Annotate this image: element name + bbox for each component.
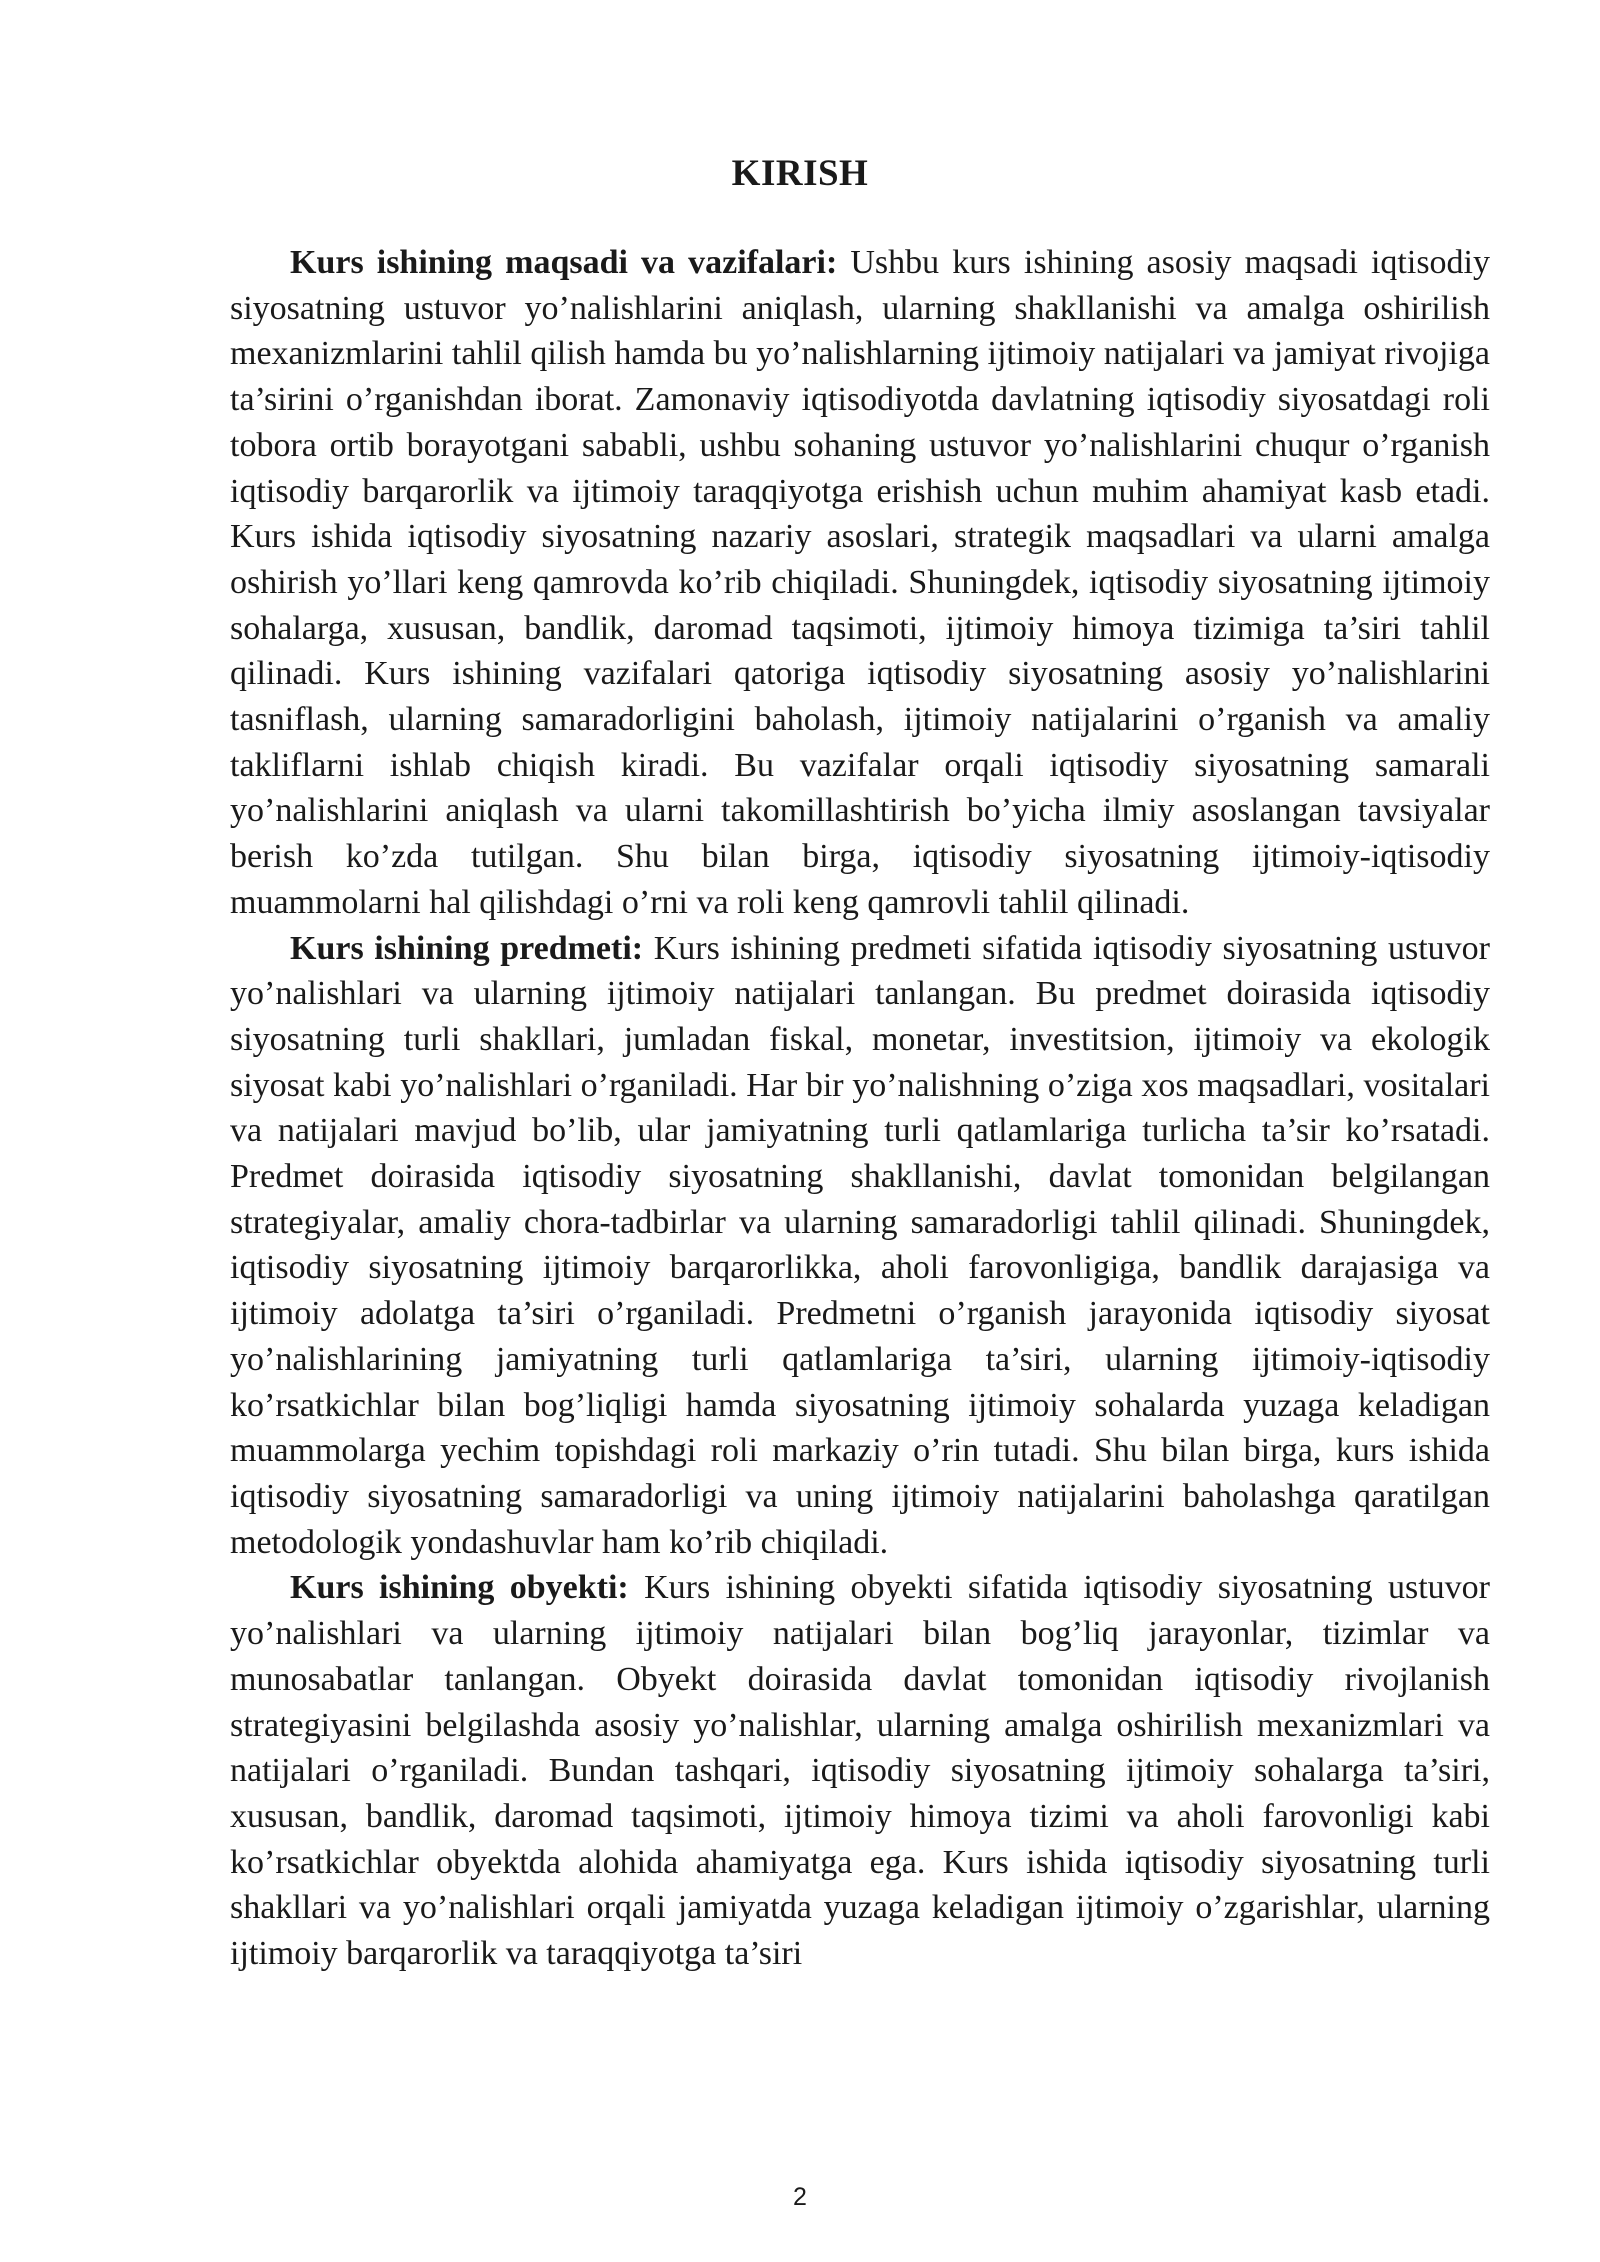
paragraph-text: Ushbu kurs ishining asosiy maqsadi iqtisodiy siyosatning ustuvor yo’nalishlarini aniqlash, ularning shakllanishi va amalga oshirilish mexanizmlarini tahlil qilish hamda bu yo’nalishlarning ijtimoiy natijalari va jamiyat rivojiga ta’sirini o’rganishdan iborat. Zamonaviy iqtisodiyotda davlatning iqtisodiy siyosatdagi roli tobora ortib borayotgani sababli, ushbu sohaning ustuvor yo’nalishlarini chuqur o’rganish iqtisodiy barqarorlik va ijtimoiy taraqqiyotga erishish uchun muhim ahamiyat kasb etadi. Kurs ishida iqtisodiy siyosatning nazariy asoslari, strategik maqsadlari va ularni amalga oshirish yo’llari keng qamrovda ko’rib chiqiladi. Shuningdek, iqtisodiy siyosatning ijtimoiy sohalarga, xususan, bandlik, daromad taqsimoti, ijtimoiy himoya tizimiga ta’siri tahlil qilinadi. Kurs ishining vazifalari qatoriga iqtisodiy siyosatning asosiy yo’nalishlarini tasniflash, ularning samaradorligini baholash, ijtimoiy natijalarini o’rganish va amaliy takliflarni ishlab chiqish kiradi. Bu vazifalar orqali iqtisodiy siyosatning samarali yo’nalishlarini aniqlash va ularni takomillashtirish bo’yicha ilmiy asoslangan tavsiyalar berish ko’zda tutilgan. Shu bilan birga, iqtisodiy siyosatning ijtimoiy-iqtisodiy muammolarni hal qilishdagi o’rni va roli keng qamrovli tahlil qilinadi. (230, 244, 1491, 921)
paragraph-text: Kurs ishining predmeti sifatida iqtisodiy siyosatning ustuvor yo’nalishlari va ularning ijtimoiy natijalari tanlangan. Bu predmet doirasida iqtisodiy siyosatning turli shakllari, jumladan fiskal, monetar, investitsion, ijtimoiy va ekologik siyosat kabi yo’nalishlari o’rganiladi. Har bir yo’nalishning o’ziga xos maqsadlari, vositalari va natijalari mavjud bo’lib, ular jamiyatning turli qatlamlariga turlicha ta’sir ko’rsatadi. Predmet doirasida iqtisodiy siyosatning shakllanishi, davlat tomonidan belgilangan strategiyalar, amaliy chora-tadbirlar va ularning samaradorligi tahlil qilinadi. Shuningdek, iqtisodiy siyosatning ijtimoiy barqarorlikka, aholi farovonligiga, bandlik darajasiga va ijtimoiy adolatga ta’siri o’rganiladi. Predmetni o’rganish jarayonida iqtisodiy siyosat yo’nalishlarining jamiyatning turli qatlamlariga ta’siri, ularning ijtimoiy-iqtisodiy ko’rsatkichlar bilan bog’liqligi hamda siyosatning ijtimoiy sohalarda yuzaga keladigan muammolarga yechim topishdagi roli markaziy o’rin tutadi. Shu bilan birga, kurs ishida iqtisodiy siyosatning samaradorligi va uning ijtimoiy natijalarini baholashga qaratilgan metodologik yondashuvlar ham ko’rib chiqiladi. (230, 929, 1490, 1561)
paragraph-subject (230, 926, 1490, 1566)
page-title: KIRISH (731, 153, 869, 194)
body-text (230, 240, 1490, 1977)
paragraph-text: Kurs ishining obyekti sifatida iqtisodiy siyosatning ustuvor yo’nalishlari va ularning ijtimoiy natijalari bilan bog’liq jarayonlar, tizimlar va munosabatlar tanlangan. Obyekt doirasida davlat tomonidan iqtisodiy rivojlanish strategiyasini belgilashda asosiy yo’nalishlar, ularning amalga oshirilish mexanizmlari va natijalari o’rganiladi. Bundan tashqari, iqtisodiy siyosatning ijtimoiy sohalarga ta’siri, xususan, bandlik, daromad taqsimoti, ijtimoiy himoya tizimi va aholi farovonligi kabi ko’rsatkichlar obyektda alohida ahamiyatga ega. Kurs ishida iqtisodiy siyosatning turli shakllari va yo’nalishlari orqali jamiyatda yuzaga keladigan ijtimoiy o’zgarishlar, ularning ijtimoiy barqarorlik va taraqqiyotga ta’siri (230, 1569, 1490, 1973)
paragraph-lead: Kurs ishining maqsadi va vazifalari: (290, 244, 838, 281)
paragraph-purpose (230, 240, 1490, 926)
paragraph-lead: Kurs ishining predmeti: (290, 929, 644, 967)
paragraph-lead: Kurs ishining obyekti: (290, 1569, 629, 1607)
page-number: 2 (793, 2183, 807, 2211)
paragraph-object (230, 1565, 1490, 1976)
